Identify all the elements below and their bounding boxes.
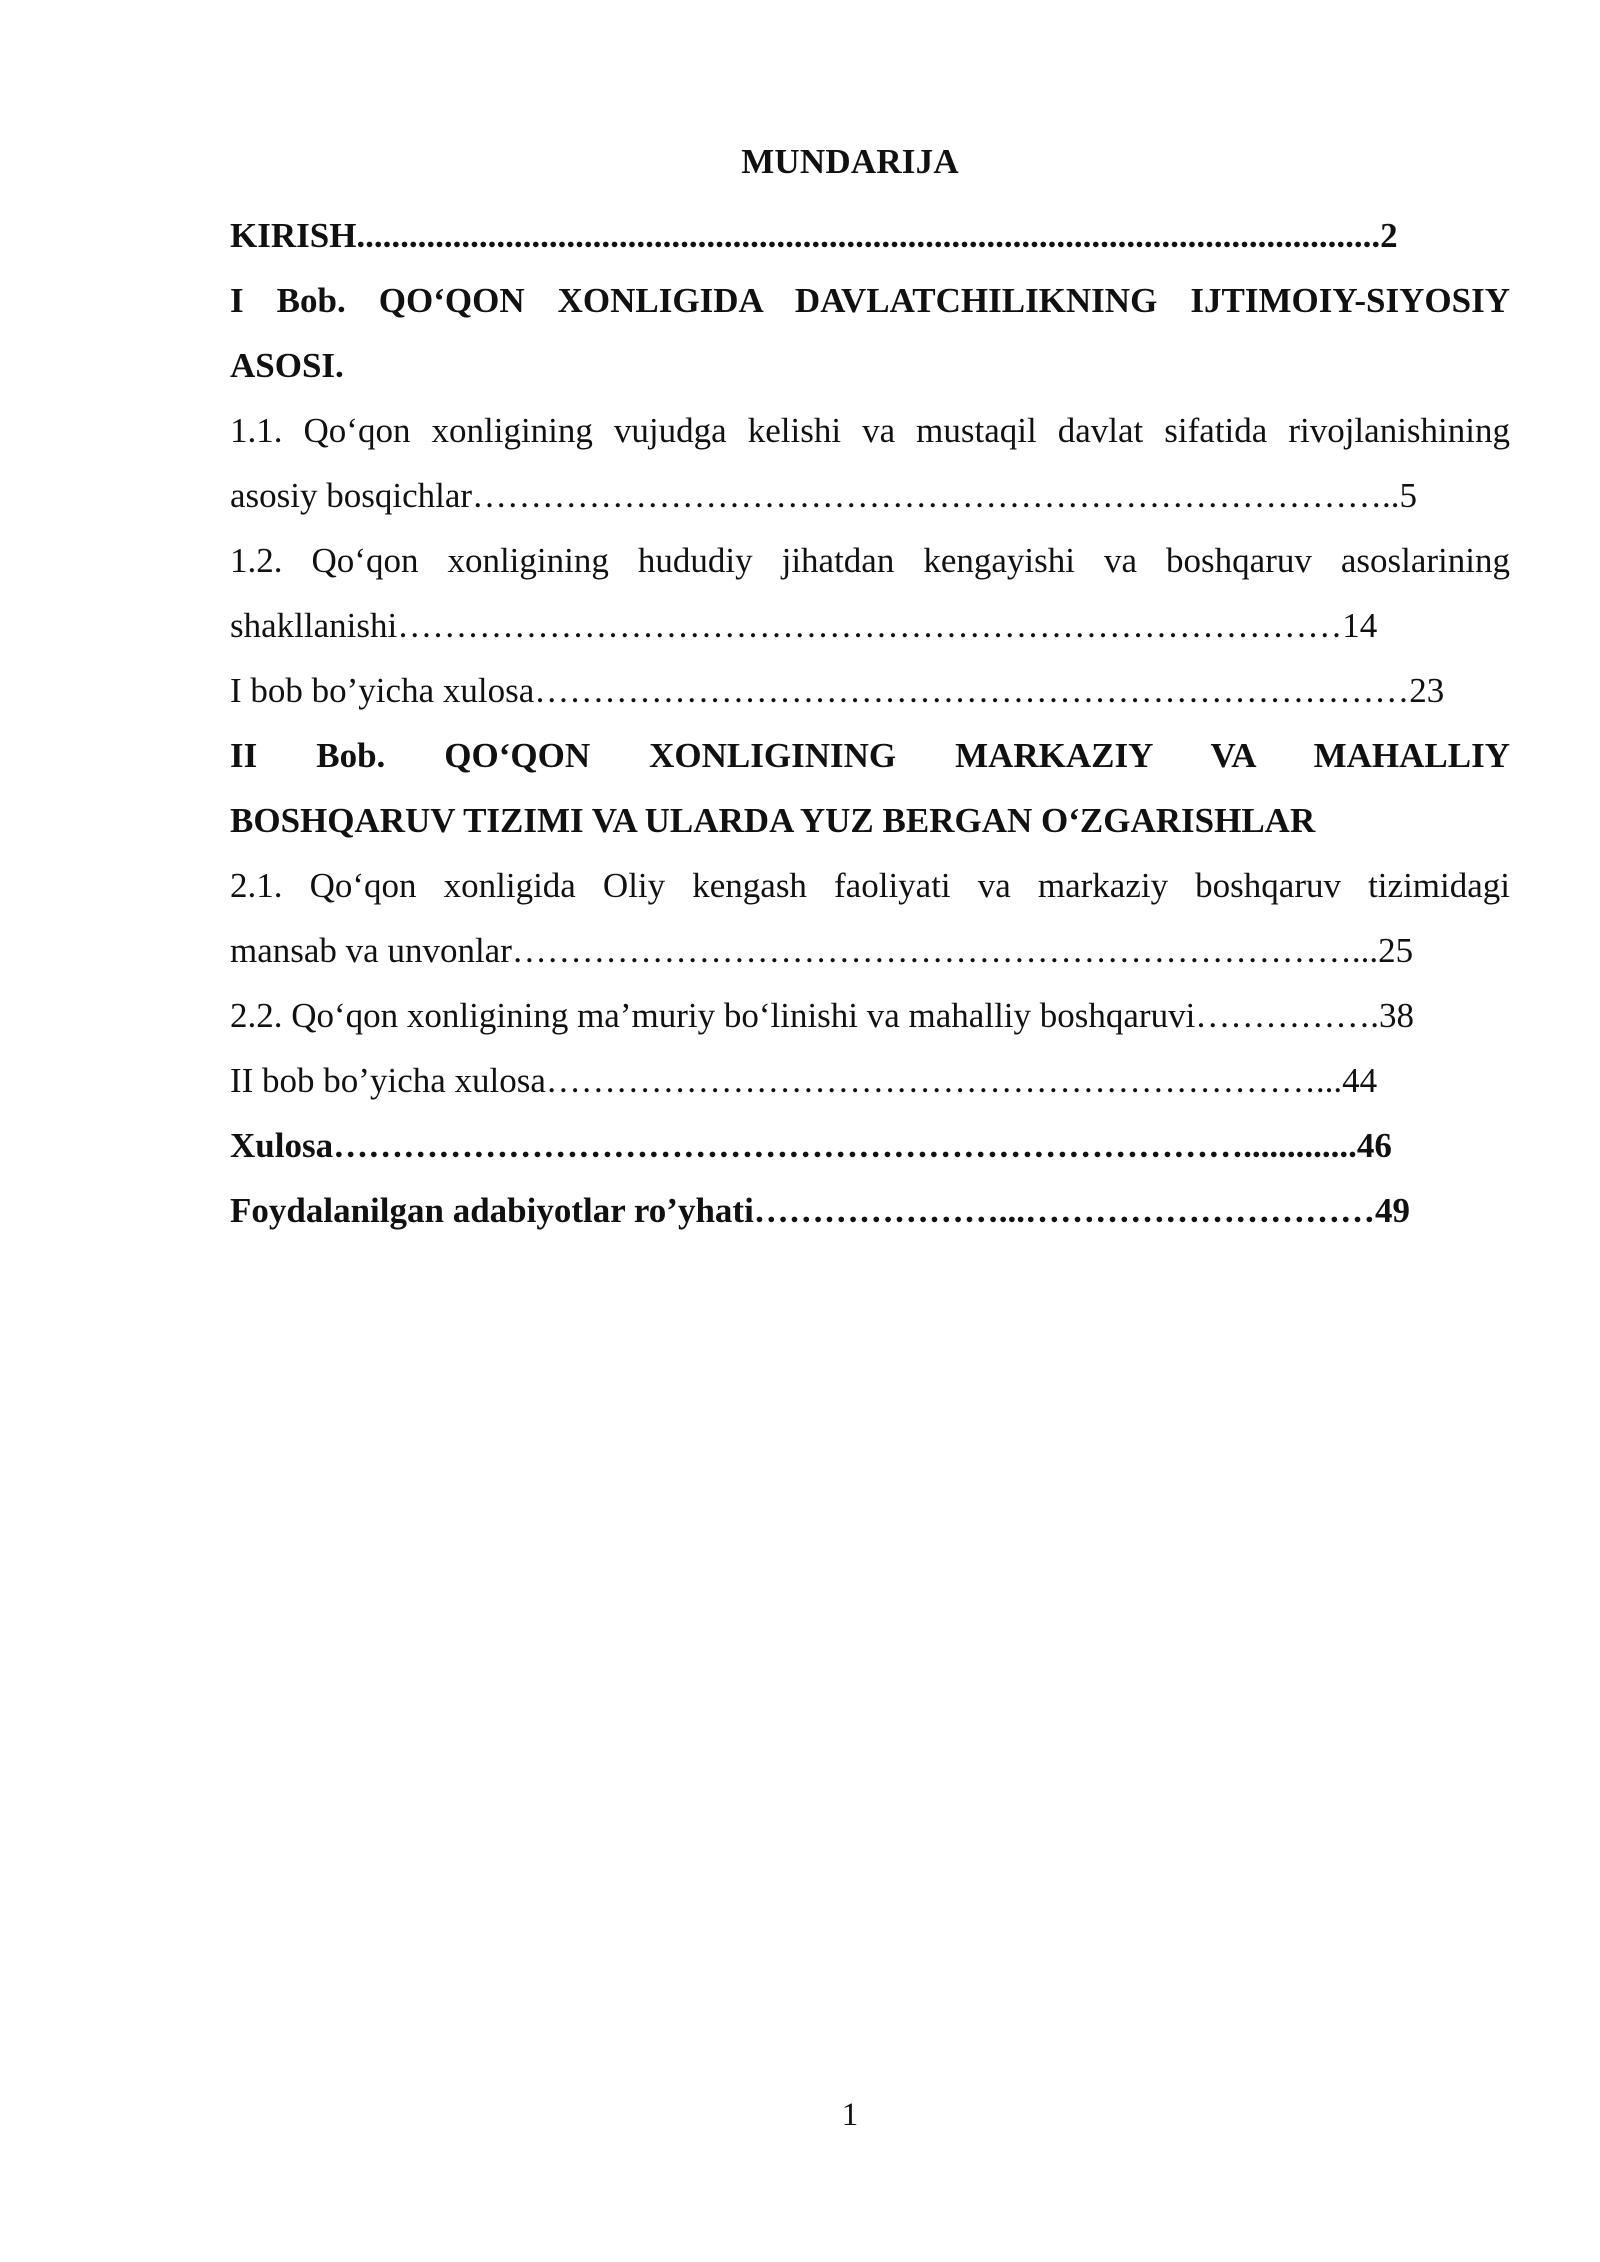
toc-line: II bob bo’yicha xulosa…………………………………………………………...44 [230,1061,1378,1100]
toc-entry-section-2-1 [230,853,1510,983]
toc-entry-chapter-2 [230,723,1510,853]
toc-entry-xulosa [230,1113,1510,1178]
toc-line: 1.1. Qo‘qon xonligining vujudga kelishi va mustaqil davlat sifatida rivojlanishining [230,411,1510,450]
toc-line: 2.2. Qo‘qon xonligining ma’muriy bo‘linishi va mahalliy boshqaruvi…………….38 [230,996,1415,1035]
toc-line: ASOSI. [230,346,344,385]
toc-line: BOSHQARUV TIZIMI VA ULARDA YUZ BERGAN O‘ZGARISHLAR [230,801,1316,840]
toc-line: Foydalanilgan adabiyotlar ro’yhati…………………...…………………………49 [230,1191,1411,1230]
page-title: MUNDARIJA [741,142,959,181]
toc-line: asosiy bosqichlar……………………………………………………………………..5 [230,476,1418,515]
toc-line: Xulosa…………………………………………………………………….............46 [230,1126,1392,1165]
toc-line: 1.2. Qo‘qon xonligining hududiy jihatdan kengayishi va boshqaruv asoslarining [230,541,1510,580]
toc-entry-section-1-2 [230,528,1510,658]
toc-line: 2.1. Qo‘qon xonligida Oliy kengash faoliyati va markaziy boshqaruv tizimidagi [230,866,1510,905]
page-number: 1 [841,2097,859,2133]
toc-entry-conclusion-1 [230,658,1510,723]
toc-entry-kirish [230,203,1510,268]
toc-entry-references [230,1178,1510,1243]
toc-entry-chapter-1 [230,268,1510,398]
toc-entry-section-2-2 [230,983,1510,1048]
toc-entry-conclusion-2 [230,1048,1510,1113]
toc-line: mansab va unvonlar………………………………………………………………...25 [230,931,1414,970]
toc-line: shakllanishi………………………………………………………………………14 [230,606,1378,645]
table-of-contents [230,203,1510,1243]
toc-line: KIRISH.....................................................................................................................2 [230,216,1398,255]
toc-entry-section-1-1 [230,398,1510,528]
toc-line: I Bob. QO‘QON XONLIGIDA DAVLATCHILIKNING IJTIMOIY-SIYOSIY [230,281,1510,320]
toc-line: II Bob. QO‘QON XONLIGINING MARKAZIY VA MAHALLIY [230,736,1510,775]
toc-line: I bob bo’yicha xulosa…………………………………………………………………23 [230,671,1445,710]
